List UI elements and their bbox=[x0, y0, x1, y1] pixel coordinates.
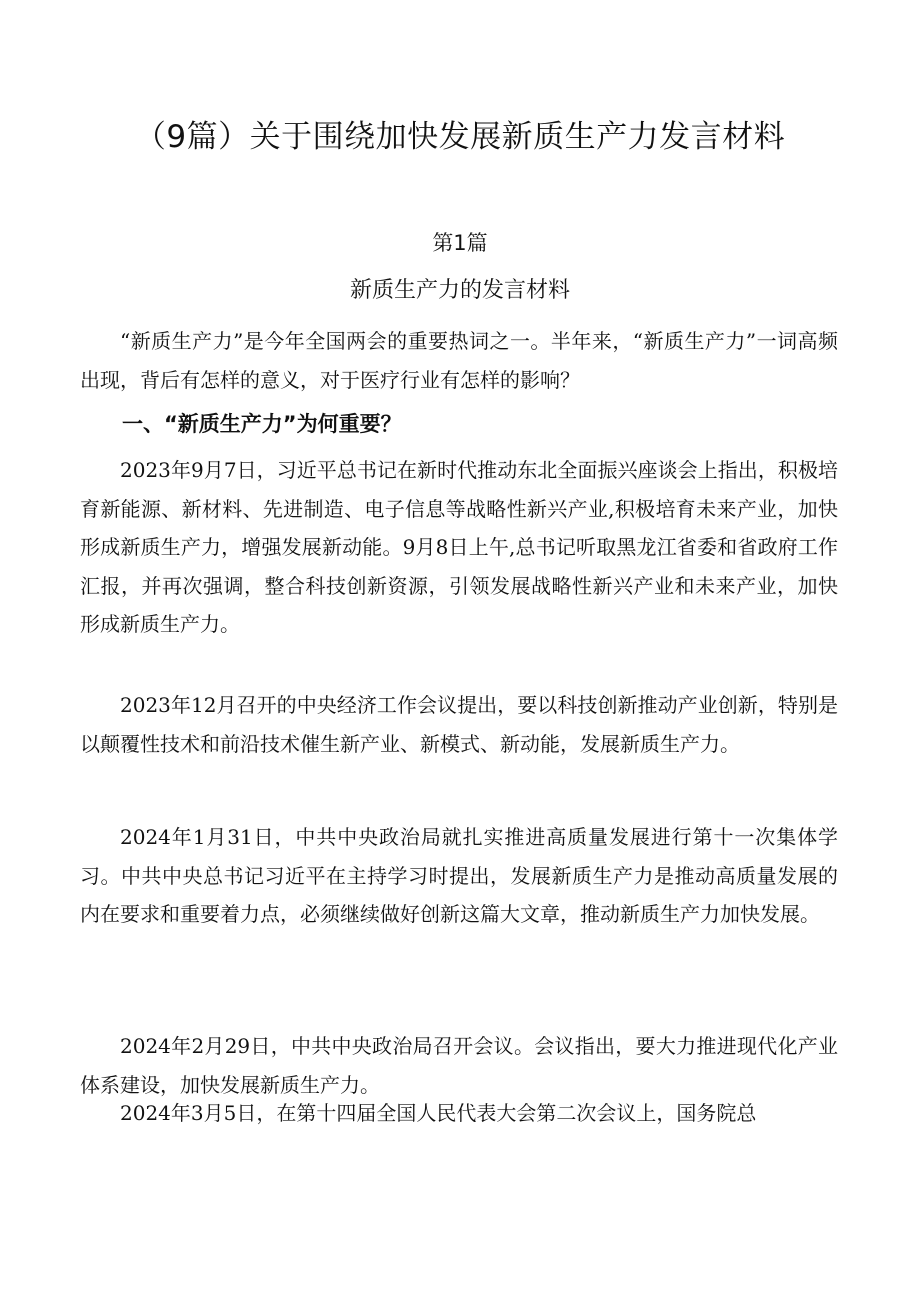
section-heading: 一、“新质生产力”为何重要？ bbox=[122, 412, 402, 436]
body-paragraph: 2023年9月7日，习近平总书记在新时代推动东北全面振兴座谈会上指出，积极培育新能源、新材料、先进制造、电子信息等战略性新兴产业,积极培育未来产业，加快形成新质生产力，增强发展新动能。9月8日上午,总书记听取黑龙江省委和省政府工作汇报，并再次强调，整合科技创新资源，引领发展战略性新兴产业和未来产业，加快形成新质生产力。 bbox=[80, 458, 838, 636]
body-paragraph: 2024年1月31日，中共中央政治局就扎实推进高质量发展进行第十一次集体学习。中共中央总书记习近平在主持学习时提出，发展新质生产力是推动高质量发展的内在要求和重要着力点，必须继续做好创新这篇大文章，推动新质生产力加快发展。 bbox=[80, 825, 838, 926]
body-paragraph: 2024年3月5日，在第十四届全国人民代表大会第二次会议上，国务院总 bbox=[120, 1101, 757, 1125]
part-heading: 第1篇 bbox=[432, 231, 488, 255]
part-subtitle: 新质生产力的发言材料 bbox=[349, 278, 570, 303]
body-paragraph: 2024年2月29日，中共中央政治局召开会议。会议指出，要大力推进现代化产业体系建设，加快发展新质生产力。 bbox=[80, 1034, 838, 1097]
document-title: （9篇）关于围绕加快发展新质生产力发言材料 bbox=[134, 119, 786, 155]
body-paragraph: 2023年12月召开的中央经济工作会议提出，要以科技创新推动产业创新，特别是以颠覆性技术和前沿技术催生新产业、新模式、新动能，发展新质生产力。 bbox=[80, 693, 838, 756]
intro-paragraph: “新质生产力”是今年全国两会的重要热词之一。半年来，“新质生产力”一词高频出现，背后有怎样的意义，对于医疗行业有怎样的影响？ bbox=[80, 329, 838, 392]
